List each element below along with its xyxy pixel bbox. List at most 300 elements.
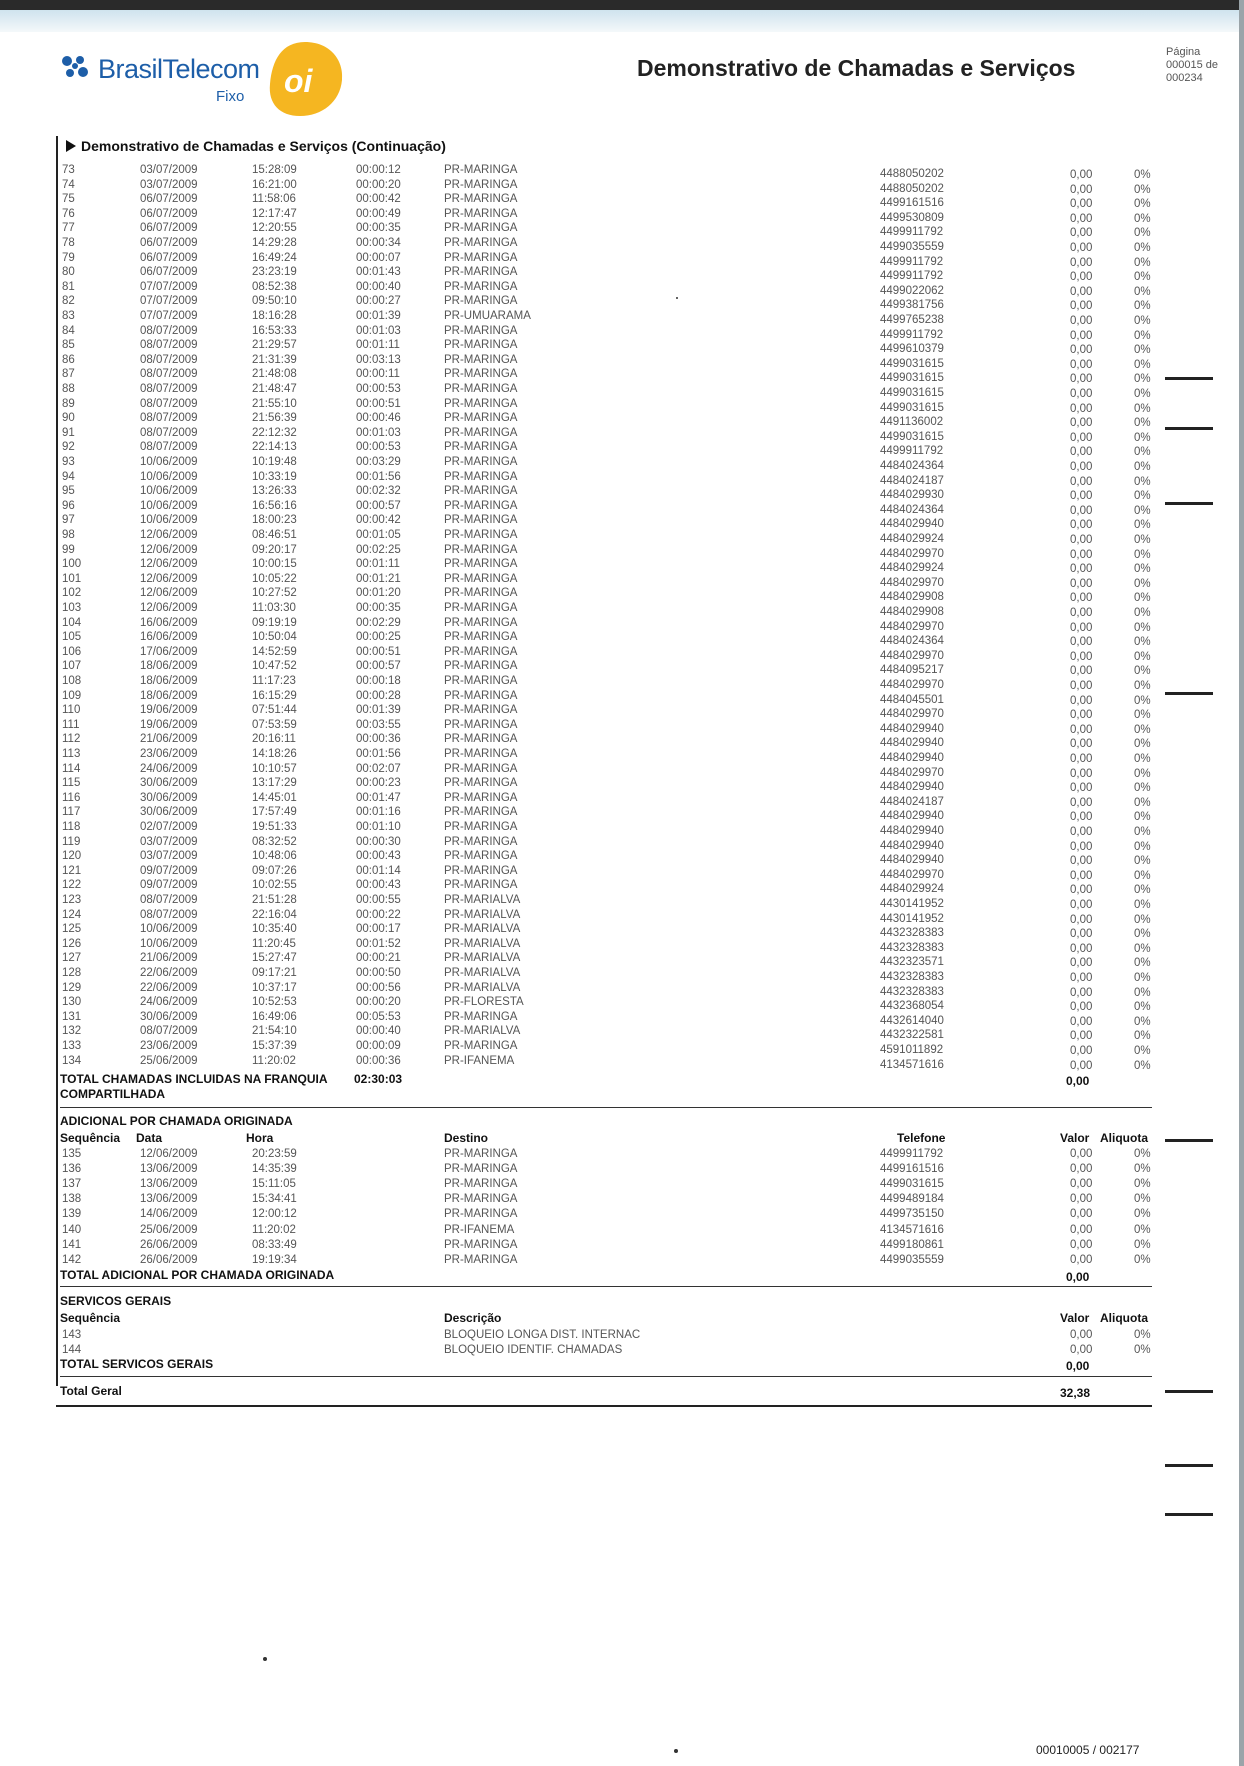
call-value: 0,00 <box>1070 461 1093 473</box>
adicional-date: 14/06/2009 <box>140 1208 198 1221</box>
adicional-time: 08:33:49 <box>252 1238 297 1251</box>
call-aliquota: 0% <box>1134 315 1151 327</box>
call-duration: 00:01:14 <box>356 864 401 877</box>
call-date: 08/07/2009 <box>140 441 198 454</box>
call-destination: PR-MARINGA <box>444 572 518 585</box>
call-seq: 89 <box>62 397 75 410</box>
call-destination: PR-MARIALVA <box>444 937 521 950</box>
call-value: 0,00 <box>1070 972 1093 984</box>
call-destination: PR-MARINGA <box>444 821 518 833</box>
call-value: 0,00 <box>1070 417 1093 430</box>
call-phone: 4499911792 <box>880 226 944 239</box>
call-duration: 00:02:32 <box>356 485 401 498</box>
call-date: 03/07/2009 <box>140 178 198 191</box>
call-phone: 4484029970 <box>880 868 944 881</box>
call-time: 22:12:32 <box>252 426 297 439</box>
call-aliquota: 0% <box>1134 738 1151 751</box>
call-aliquota: 0% <box>1134 621 1151 634</box>
call-time: 10:37:17 <box>252 981 297 994</box>
call-destination: PR-MARINGA <box>444 470 518 483</box>
call-row <box>0 499 1244 517</box>
call-phone: 4499031615 <box>880 430 944 443</box>
call-time: 21:29:57 <box>252 339 297 352</box>
call-duration: 00:01:39 <box>356 704 401 717</box>
call-phone: 4432323571 <box>880 956 944 969</box>
call-duration: 00:00:43 <box>356 850 401 863</box>
call-seq: 93 <box>62 456 75 468</box>
call-phone: 4432614040 <box>880 1014 944 1027</box>
call-duration: 00:00:34 <box>356 237 401 249</box>
call-phone: 4432368054 <box>880 1000 944 1013</box>
call-duration: 00:00:46 <box>356 412 401 425</box>
adicional-date: 13/06/2009 <box>140 1178 198 1191</box>
call-value: 0,00 <box>1070 811 1093 824</box>
call-date: 10/06/2009 <box>140 499 198 512</box>
call-row <box>0 966 1244 984</box>
call-destination: PR-MARINGA <box>444 602 518 614</box>
call-date: 12/06/2009 <box>140 558 198 571</box>
call-duration: 00:01:03 <box>356 426 401 439</box>
adicional-header-dest: Destino <box>444 1131 489 1145</box>
page-total: 000234 <box>1166 72 1203 84</box>
call-row <box>0 791 1244 809</box>
call-value: 0,00 <box>1070 738 1093 751</box>
call-value: 0,00 <box>1070 782 1093 795</box>
call-aliquota: 0% <box>1134 899 1151 911</box>
call-destination: PR-MARINGA <box>444 178 518 191</box>
call-duration: 00:00:27 <box>356 295 401 308</box>
adicional-date: 13/06/2009 <box>140 1163 198 1176</box>
call-aliquota: 0% <box>1134 417 1151 430</box>
call-date: 08/07/2009 <box>140 368 198 381</box>
page-number: 000015 de <box>1166 59 1218 71</box>
adicional-destination: PR-MARINGA <box>444 1178 518 1191</box>
call-aliquota: 0% <box>1134 1045 1151 1057</box>
call-phone: 4499765238 <box>880 314 944 326</box>
call-duration: 00:00:18 <box>356 675 401 687</box>
call-phone: 4484029940 <box>880 825 944 837</box>
call-aliquota: 0% <box>1134 1001 1151 1014</box>
call-time: 10:35:40 <box>252 923 297 936</box>
call-time: 14:45:01 <box>252 791 297 804</box>
call-seq: 124 <box>62 908 82 921</box>
call-row <box>0 630 1244 649</box>
call-date: 06/07/2009 <box>140 193 198 206</box>
divider <box>60 1376 1152 1377</box>
call-date: 09/07/2009 <box>140 879 198 892</box>
servicos-header-seq: Sequência <box>60 1311 121 1325</box>
call-value: 0,00 <box>1070 753 1093 765</box>
call-phone: 4484029970 <box>880 547 944 560</box>
call-time: 18:16:28 <box>252 310 297 322</box>
call-time: 21:48:08 <box>252 368 297 381</box>
servicos-header-desc: Descrição <box>444 1311 502 1325</box>
call-duration: 00:01:11 <box>356 558 400 571</box>
call-destination: PR-MARINGA <box>444 339 518 352</box>
call-time: 16:53:33 <box>252 324 297 337</box>
call-time: 10:48:06 <box>252 850 297 863</box>
call-phone: 4432328383 <box>880 927 944 940</box>
adicional-aliquota: 0% <box>1134 1163 1151 1176</box>
adicional-aliquota: 0% <box>1134 1178 1151 1191</box>
call-time: 12:17:47 <box>252 207 297 220</box>
call-aliquota: 0% <box>1134 665 1151 678</box>
call-destination: PR-MARIALVA <box>444 981 521 994</box>
call-aliquota: 0% <box>1134 753 1151 765</box>
call-time: 10:33:19 <box>252 470 297 483</box>
call-duration: 00:00:21 <box>356 952 401 965</box>
adicional-destination: PR-MARINGA <box>444 1253 518 1266</box>
call-row <box>0 1054 1244 1072</box>
call-phone: 4484029970 <box>880 649 944 662</box>
call-duration: 00:00:40 <box>356 280 401 293</box>
call-aliquota: 0% <box>1134 796 1151 809</box>
adicional-row <box>0 1253 1244 1267</box>
call-time: 10:02:55 <box>252 879 297 892</box>
call-row <box>0 951 1244 970</box>
divider <box>60 1107 1152 1108</box>
call-value: 0,00 <box>1070 446 1093 459</box>
call-destination: PR-MARINGA <box>444 1040 518 1052</box>
adicional-row <box>0 1192 1244 1206</box>
call-date: 06/07/2009 <box>140 237 198 249</box>
call-destination: PR-MARINGA <box>444 879 518 892</box>
call-aliquota: 0% <box>1134 928 1151 941</box>
call-destination: PR-MARINGA <box>444 1010 518 1023</box>
call-value: 0,00 <box>1070 723 1093 736</box>
call-aliquota: 0% <box>1134 198 1151 211</box>
call-phone: 4484029930 <box>880 489 944 502</box>
call-time: 14:29:28 <box>252 237 297 249</box>
call-seq: 129 <box>62 981 82 994</box>
call-seq: 92 <box>62 441 75 454</box>
call-date: 12/06/2009 <box>140 602 198 614</box>
call-date: 12/06/2009 <box>140 529 198 541</box>
call-time: 20:16:11 <box>252 733 296 746</box>
call-seq: 84 <box>62 324 75 337</box>
adicional-phone: 4499489184 <box>880 1193 944 1206</box>
call-seq: 79 <box>62 251 75 264</box>
call-phone: 4484029924 <box>880 883 944 896</box>
call-phone: 4484029940 <box>880 839 944 852</box>
call-duration: 00:01:11 <box>356 339 400 352</box>
call-date: 06/07/2009 <box>140 222 198 235</box>
call-duration: 00:00:55 <box>356 894 401 906</box>
call-row <box>0 338 1244 357</box>
call-time: 12:20:55 <box>252 222 297 235</box>
call-time: 14:52:59 <box>252 645 297 658</box>
call-value: 0,00 <box>1070 913 1093 926</box>
call-aliquota: 0% <box>1134 636 1151 649</box>
call-time: 10:10:57 <box>252 762 297 775</box>
call-aliquota: 0% <box>1134 723 1151 736</box>
call-phone: 4499911792 <box>880 270 944 283</box>
call-value: 0,00 <box>1070 563 1093 576</box>
call-duration: 00:03:13 <box>356 353 401 366</box>
call-time: 11:17:23 <box>252 675 296 687</box>
adicional-destination: PR-MARINGA <box>444 1193 518 1206</box>
speck <box>676 297 678 299</box>
call-duration: 00:00:23 <box>356 777 401 790</box>
call-time: 11:03:30 <box>252 602 296 614</box>
servico-description: BLOQUEIO LONGA DIST. INTERNAC <box>444 1329 641 1341</box>
call-destination: PR-MARINGA <box>444 645 518 658</box>
call-value: 0,00 <box>1070 942 1093 955</box>
call-seq: 103 <box>62 602 82 614</box>
call-date: 25/06/2009 <box>140 1054 198 1067</box>
call-destination: PR-MARINGA <box>444 280 518 293</box>
call-row <box>0 251 1244 269</box>
call-date: 30/06/2009 <box>140 1010 198 1023</box>
call-phone: 4499035559 <box>880 241 944 253</box>
call-phone: 4499031615 <box>880 372 944 385</box>
call-row <box>0 995 1244 1014</box>
call-value: 0,00 <box>1070 256 1093 269</box>
footer-code: 00010005 / 002177 <box>1036 1743 1140 1757</box>
call-date: 24/06/2009 <box>140 996 198 1009</box>
call-destination: PR-MARINGA <box>444 324 518 337</box>
call-time: 08:32:52 <box>252 835 297 848</box>
call-row <box>0 192 1244 211</box>
call-seq: 117 <box>62 806 81 819</box>
call-time: 21:56:39 <box>252 412 297 425</box>
call-phone: 4484029970 <box>880 679 944 691</box>
total-franquia-duration: 02:30:03 <box>354 1072 403 1086</box>
call-destination: PR-MARIALVA <box>444 894 521 906</box>
call-date: 09/07/2009 <box>140 864 198 877</box>
adicional-date: 12/06/2009 <box>140 1148 198 1160</box>
call-aliquota: 0% <box>1134 519 1151 532</box>
call-date: 06/07/2009 <box>140 266 198 279</box>
call-seq: 130 <box>62 996 82 1009</box>
call-value: 0,00 <box>1070 636 1093 649</box>
call-value: 0,00 <box>1070 957 1093 970</box>
adicional-destination: PR-MARINGA <box>444 1148 518 1160</box>
call-aliquota: 0% <box>1134 942 1151 955</box>
call-seq: 78 <box>62 237 75 249</box>
call-date: 18/06/2009 <box>140 660 198 673</box>
call-phone: 4499911792 <box>880 445 944 458</box>
call-aliquota: 0% <box>1134 563 1151 576</box>
call-date: 08/07/2009 <box>140 383 198 395</box>
call-time: 23:23:19 <box>252 266 297 279</box>
call-destination: PR-MARINGA <box>444 295 518 308</box>
call-duration: 00:01:52 <box>356 937 401 950</box>
call-aliquota: 0% <box>1134 183 1151 196</box>
call-aliquota: 0% <box>1134 767 1151 780</box>
call-aliquota: 0% <box>1134 446 1151 459</box>
call-duration: 00:00:53 <box>356 383 401 395</box>
call-aliquota: 0% <box>1134 285 1151 298</box>
call-value: 0,00 <box>1070 899 1093 911</box>
call-aliquota: 0% <box>1134 913 1151 926</box>
call-destination: PR-MARINGA <box>444 441 518 454</box>
call-aliquota: 0% <box>1134 986 1151 999</box>
call-aliquota: 0% <box>1134 242 1151 254</box>
call-aliquota: 0% <box>1134 826 1151 838</box>
call-destination: PR-MARINGA <box>444 456 518 468</box>
adicional-seq: 136 <box>62 1163 82 1176</box>
call-duration: 00:00:57 <box>356 499 401 512</box>
call-date: 08/07/2009 <box>140 353 198 366</box>
call-phone: 4499031615 <box>880 387 944 399</box>
call-time: 14:18:26 <box>252 748 297 760</box>
adicional-time: 15:34:41 <box>252 1193 297 1206</box>
call-seq: 76 <box>62 207 75 220</box>
call-row <box>0 484 1244 503</box>
call-date: 12/06/2009 <box>140 543 198 556</box>
call-destination: PR-MARINGA <box>444 675 518 687</box>
call-date: 06/07/2009 <box>140 251 198 264</box>
call-phone: 4484029940 <box>880 781 944 794</box>
adicional-seq: 137 <box>62 1178 82 1191</box>
call-seq: 104 <box>62 616 82 629</box>
call-date: 10/06/2009 <box>140 456 198 468</box>
call-destination: PR-MARINGA <box>444 660 518 673</box>
call-value: 0,00 <box>1070 271 1093 284</box>
call-value: 0,00 <box>1070 198 1093 211</box>
call-row <box>0 397 1244 415</box>
call-seq: 91 <box>62 426 75 439</box>
call-time: 09:17:21 <box>252 967 297 979</box>
scan-color-band <box>0 10 1244 32</box>
brand-name: BrasilTelecom <box>98 54 260 84</box>
call-destination: PR-MARINGA <box>444 485 518 498</box>
call-phone: 4134571616 <box>880 1058 944 1071</box>
call-aliquota: 0% <box>1134 358 1151 371</box>
call-time: 10:19:48 <box>252 456 297 468</box>
call-value: 0,00 <box>1070 650 1093 663</box>
call-destination: PR-MARINGA <box>444 397 518 410</box>
call-destination: PR-MARINGA <box>444 689 518 702</box>
adicional-seq: 135 <box>62 1148 82 1160</box>
call-duration: 00:00:12 <box>356 164 401 176</box>
call-phone: 4430141952 <box>880 912 944 925</box>
adicional-phone: 4499031615 <box>880 1178 944 1191</box>
call-row <box>0 207 1244 225</box>
call-duration: 00:00:42 <box>356 193 401 206</box>
call-row <box>0 864 1244 882</box>
adicional-seq: 142 <box>62 1253 82 1266</box>
call-seq: 121 <box>62 864 82 877</box>
call-duration: 00:00:40 <box>356 1025 401 1038</box>
call-time: 16:49:06 <box>252 1010 297 1023</box>
call-duration: 00:00:49 <box>356 207 401 220</box>
call-seq: 120 <box>62 850 82 863</box>
call-row <box>0 674 1244 692</box>
adicional-date: 25/06/2009 <box>140 1223 198 1236</box>
call-value: 0,00 <box>1070 840 1093 853</box>
call-row <box>0 645 1244 663</box>
call-date: 23/06/2009 <box>140 1040 198 1052</box>
call-date: 17/06/2009 <box>140 645 198 658</box>
call-row <box>0 324 1244 342</box>
call-time: 10:47:52 <box>252 660 297 673</box>
call-value: 0,00 <box>1070 884 1093 897</box>
call-duration: 00:00:22 <box>356 908 401 921</box>
call-phone: 4432322581 <box>880 1029 944 1042</box>
call-phone: 4484095217 <box>880 664 944 677</box>
call-seq: 116 <box>62 791 81 804</box>
call-time: 10:00:15 <box>252 558 297 571</box>
servicos-header-val: Valor <box>1060 1311 1090 1325</box>
total-franquia-value: 0,00 <box>1066 1074 1090 1088</box>
scan-top-border <box>0 0 1244 10</box>
adicional-seq: 141 <box>62 1238 82 1251</box>
page-label: Página <box>1166 46 1201 58</box>
call-duration: 00:00:17 <box>356 923 401 936</box>
call-value: 0,00 <box>1070 300 1093 313</box>
call-seq: 81 <box>62 280 75 293</box>
call-date: 23/06/2009 <box>140 748 198 760</box>
call-row <box>0 440 1244 459</box>
call-date: 03/07/2009 <box>140 850 198 863</box>
call-row <box>0 470 1244 488</box>
adicional-row <box>0 1238 1244 1252</box>
adicional-value: 0,00 <box>1070 1208 1093 1221</box>
call-seq: 123 <box>62 894 82 906</box>
call-aliquota: 0% <box>1134 694 1151 707</box>
call-date: 03/07/2009 <box>140 835 198 848</box>
call-duration: 00:00:43 <box>356 879 401 892</box>
call-time: 22:14:13 <box>252 441 297 454</box>
margin-mark <box>1165 1513 1213 1516</box>
call-duration: 00:01:43 <box>356 266 401 279</box>
call-aliquota: 0% <box>1134 169 1151 181</box>
call-row <box>0 922 1244 941</box>
servicos-total-value: 0,00 <box>1066 1359 1090 1373</box>
call-seq: 100 <box>62 558 82 571</box>
call-time: 10:50:04 <box>252 631 297 644</box>
call-row <box>0 849 1244 868</box>
call-aliquota: 0% <box>1134 256 1151 269</box>
adicional-value: 0,00 <box>1070 1178 1093 1191</box>
adicional-row <box>0 1223 1244 1237</box>
call-date: 07/07/2009 <box>140 310 198 322</box>
adicional-header-aliq: Aliquota <box>1100 1131 1148 1145</box>
call-destination: PR-MARINGA <box>444 777 518 790</box>
call-date: 21/06/2009 <box>140 952 198 965</box>
call-destination: PR-MARINGA <box>444 806 518 819</box>
call-aliquota: 0% <box>1134 329 1151 342</box>
adicional-seq: 139 <box>62 1208 82 1221</box>
call-phone: 4484029924 <box>880 533 944 545</box>
call-phone: 4432328383 <box>880 941 944 954</box>
call-time: 11:58:06 <box>252 193 296 206</box>
call-aliquota: 0% <box>1134 504 1151 517</box>
call-date: 08/07/2009 <box>140 397 198 410</box>
call-phone: 4499381756 <box>880 299 944 312</box>
call-time: 13:17:29 <box>252 777 297 790</box>
call-time: 19:51:33 <box>252 821 297 833</box>
adicional-time: 20:23:59 <box>252 1148 297 1160</box>
call-time: 16:49:24 <box>252 251 297 264</box>
call-time: 08:46:51 <box>252 529 297 541</box>
call-value: 0,00 <box>1070 767 1093 780</box>
call-row <box>0 411 1244 430</box>
call-row <box>0 280 1244 298</box>
call-date: 16/06/2009 <box>140 631 198 644</box>
call-duration: 00:01:21 <box>356 572 401 585</box>
call-phone: 4484024364 <box>880 503 944 516</box>
call-aliquota: 0% <box>1134 840 1151 853</box>
call-destination: PR-MARIALVA <box>444 908 521 921</box>
call-aliquota: 0% <box>1134 461 1151 473</box>
call-value: 0,00 <box>1070 621 1093 634</box>
adicional-destination: PR-IFANEMA <box>444 1223 515 1236</box>
call-date: 24/06/2009 <box>140 762 198 775</box>
call-date: 12/06/2009 <box>140 572 198 585</box>
